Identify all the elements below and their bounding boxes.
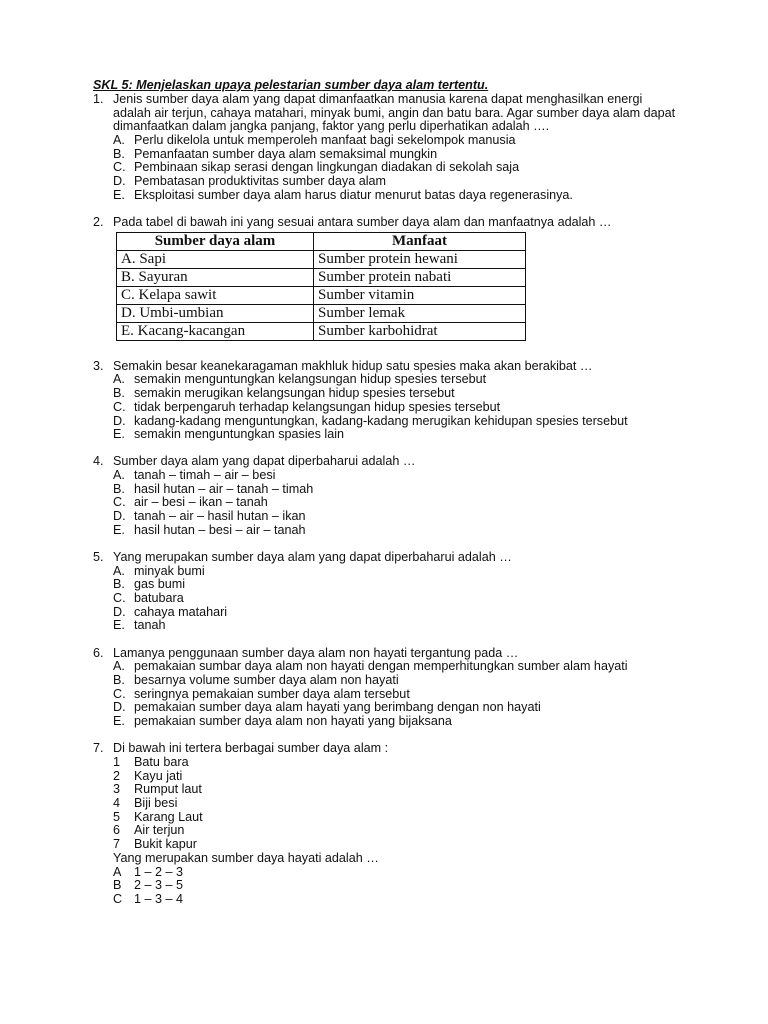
question-number: 6. bbox=[93, 645, 104, 660]
table-row bbox=[117, 268, 526, 286]
list-item: 6 Air terjun bbox=[113, 823, 185, 838]
option-c: C. batubara bbox=[113, 591, 184, 606]
question-3 bbox=[93, 360, 693, 374]
option-d: D. cahaya matahari bbox=[113, 604, 228, 619]
question-number: 4. bbox=[93, 454, 104, 469]
option-e: E. tanah bbox=[113, 618, 166, 633]
question-number: 2. bbox=[93, 215, 104, 230]
question-2 bbox=[93, 216, 693, 230]
question-1 bbox=[93, 93, 693, 134]
list-item: 7 Bukit kapur bbox=[113, 837, 197, 852]
question-4 bbox=[93, 455, 693, 469]
section-heading: SKL 5: Menjelaskan upaya pelestarian sumber daya alam tertentu. bbox=[93, 78, 489, 92]
option-d: D. tanah – air – hasil hutan – ikan bbox=[113, 509, 306, 524]
option-c: C 1 – 3 – 4 bbox=[113, 891, 184, 906]
question-number: 5. bbox=[93, 550, 104, 565]
option-b: B. besarnya volume sumber daya alam non hayati bbox=[113, 673, 399, 688]
option-a: A. Perlu dikelola untuk memperoleh manfaat bagi sekelompok manusia bbox=[113, 133, 516, 148]
question-3-options bbox=[113, 373, 693, 441]
option-b: B. hasil hutan – air – tanah – timah bbox=[113, 481, 314, 496]
option-a: A. tanah – timah – air – besi bbox=[113, 468, 276, 483]
resource-benefit-table bbox=[116, 232, 526, 341]
question-7 bbox=[93, 742, 693, 756]
question-number: 1. bbox=[93, 92, 104, 106]
option-a: A. semakin menguntungkan kelangsungan hidup spesies tersebut bbox=[113, 372, 487, 387]
question-text: Di bawah ini tertera berbagai sumber daya alam : bbox=[113, 741, 389, 756]
table-row bbox=[117, 286, 526, 304]
question-prompt: Yang merupakan sumber daya hayati adalah … bbox=[113, 850, 379, 865]
table-row bbox=[117, 304, 526, 322]
option-b: B. semakin merugikan kelangsungan hidup spesies tersebut bbox=[113, 386, 455, 401]
option-a: A. pemakaian sumbar daya alam non hayati dengan memperhitungkan sumber alam hayati bbox=[113, 659, 628, 674]
question-number: 7. bbox=[93, 741, 104, 756]
table-header-resource: Sumber daya alam bbox=[117, 232, 314, 250]
option-d: D. pemakaian sumber daya alam hayati yang berimbang dengan non hayati bbox=[113, 700, 541, 715]
question-text: Sumber daya alam yang dapat diperbaharui adalah … bbox=[113, 454, 416, 469]
option-a: A. minyak bumi bbox=[113, 563, 205, 578]
question-text: Yang merupakan sumber daya alam yang dapat diperbaharui adalah … bbox=[113, 550, 512, 565]
table-cell: B. Sayuran bbox=[117, 268, 314, 286]
question-text: Semakin besar keanekaragaman makhluk hidup satu spesies maka akan berakibat … bbox=[113, 358, 593, 373]
list-item: 5 Karang Laut bbox=[113, 809, 203, 824]
question-7-items bbox=[113, 756, 693, 907]
table-header-row bbox=[117, 232, 526, 250]
question-text: Jenis sumber daya alam yang dapat dimanfaatkan manusia karena dapat menghasilkan energi adalah air terjun, cahaya matahari, minyak bumi, angin dan batu bara. Agar sumber daya alam dapat dimanfaatkan dalam jangka panjang, faktor yang perlu diperhatikan adalah …. bbox=[113, 92, 676, 134]
question-4-options bbox=[113, 469, 693, 537]
table-cell: A. Sapi bbox=[117, 250, 314, 268]
table-cell: Sumber vitamin bbox=[314, 286, 526, 304]
table-cell: D. Umbi-umbian bbox=[117, 304, 314, 322]
option-c: C. tidak berpengaruh terhadap kelangsungan hidup spesies tersebut bbox=[113, 399, 501, 414]
option-b: B. gas bumi bbox=[113, 577, 186, 592]
question-number: 3. bbox=[93, 358, 104, 373]
question-1-options bbox=[113, 134, 693, 202]
list-item: 4 Biji besi bbox=[113, 796, 178, 811]
option-e: E. semakin menguntungkan spasies lain bbox=[113, 427, 345, 442]
list-item: 1 Batu bara bbox=[113, 755, 189, 770]
option-d: D. Pembatasan produktivitas sumber daya alam bbox=[113, 174, 387, 189]
question-text: Pada tabel di bawah ini yang sesuai antara sumber daya alam dan manfaatnya adalah … bbox=[113, 215, 612, 230]
table-header-benefit: Manfaat bbox=[314, 232, 526, 250]
option-d: D. kadang-kadang menguntungkan, kadang-kadang merugikan kehidupan spesies tersebut bbox=[113, 413, 628, 428]
option-e: E. pemakaian sumber daya alam non hayati yang bijaksana bbox=[113, 714, 452, 729]
table-row bbox=[117, 250, 526, 268]
table-cell: Sumber protein hewani bbox=[314, 250, 526, 268]
question-6 bbox=[93, 647, 693, 661]
question-6-options bbox=[113, 660, 693, 728]
option-c: C. Pembinaan sikap serasi dengan lingkungan diadakan di sekolah saja bbox=[113, 160, 520, 175]
table-row bbox=[117, 322, 526, 340]
list-item: 3 Rumput laut bbox=[113, 782, 202, 797]
option-e: E. Eksploitasi sumber daya alam harus diatur menurut batas daya regenerasinya. bbox=[113, 187, 573, 202]
table-cell: Sumber karbohidrat bbox=[314, 322, 526, 340]
option-b: B 2 – 3 – 5 bbox=[113, 878, 184, 893]
question-5 bbox=[93, 551, 693, 565]
option-e: E. hasil hutan – besi – air – tanah bbox=[113, 522, 306, 537]
table-cell: Sumber lemak bbox=[314, 304, 526, 322]
option-a: A 1 – 2 – 3 bbox=[113, 864, 184, 879]
table-cell: C. Kelapa sawit bbox=[117, 286, 314, 304]
question-text: Lamanya penggunaan sumber daya alam non hayati tergantung pada … bbox=[113, 645, 519, 660]
question-5-options bbox=[113, 565, 693, 633]
option-b: B. Pemanfaatan sumber daya alam semaksimal mungkin bbox=[113, 146, 438, 161]
document-page bbox=[93, 79, 693, 907]
table-cell: E. Kacang-kacangan bbox=[117, 322, 314, 340]
list-item: 2 Kayu jati bbox=[113, 768, 183, 783]
table-cell: Sumber protein nabati bbox=[314, 268, 526, 286]
option-c: C. seringnya pemakaian sumber daya alam tersebut bbox=[113, 686, 410, 701]
option-c: C. air – besi – ikan – tanah bbox=[113, 495, 268, 510]
